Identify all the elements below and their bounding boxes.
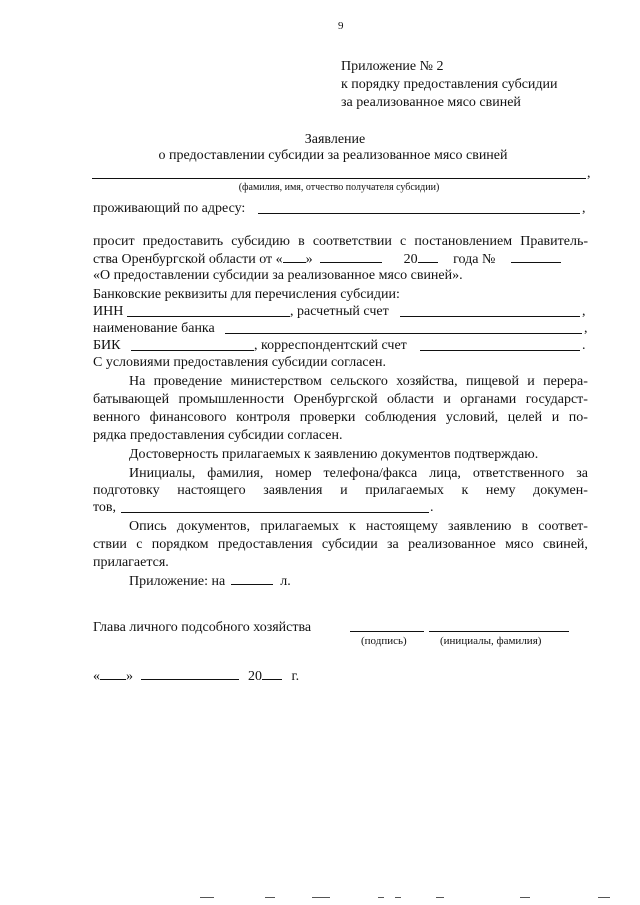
word: соответ-: [538, 519, 588, 534]
word: настоящего: [177, 483, 246, 498]
word: и: [527, 374, 535, 389]
responsible-line-1: [129, 465, 588, 482]
word: и: [443, 392, 451, 407]
request-line-3: «О предоставлении субсидии за реализованное мясо свиней».: [93, 268, 463, 283]
word: перера-: [543, 374, 588, 389]
attachment-unit: л.: [280, 574, 291, 589]
request-line-2: [93, 250, 561, 268]
responsible-person-field: [121, 512, 429, 513]
inventory-line-1: [129, 518, 588, 535]
resolution-date-prefix: ства Оренбургской области от «: [93, 252, 283, 267]
corr-account-period: .: [582, 338, 586, 353]
initials-name-field: [429, 631, 569, 632]
resolution-number-label: года №: [453, 252, 496, 267]
document-subtitle: о предоставлении субсидии за реализованное мясо свиней: [158, 148, 508, 163]
date-year-prefix: 20: [248, 669, 262, 684]
word: государст-: [525, 392, 588, 407]
word: ответственного: [472, 466, 565, 481]
word: венного: [93, 410, 141, 425]
account-comma: ,: [582, 304, 586, 319]
word: по-: [568, 410, 588, 425]
date-day-field: [100, 667, 126, 680]
word: к: [461, 483, 469, 498]
corr-account-field: [420, 350, 580, 351]
word: прилагаемых: [260, 519, 339, 534]
account-label: , расчетный счет: [290, 304, 389, 319]
bank-heading: Банковские реквизиты для перечисления субсидии:: [93, 287, 400, 302]
request-line-1: [93, 233, 588, 250]
word: соблюдения: [364, 410, 437, 425]
word: промышленности: [178, 392, 285, 407]
word: заявления: [263, 483, 323, 498]
word: Правитель-: [520, 234, 588, 249]
word: телефона/факса: [323, 466, 418, 481]
inventory-line-3: прилагается.: [93, 555, 169, 570]
signature-field: [350, 631, 424, 632]
scan-artifacts: [0, 897, 640, 901]
word: с: [136, 537, 143, 552]
word: нему: [485, 483, 516, 498]
scan-mark: [598, 897, 610, 898]
recipient-name-field: [92, 178, 586, 179]
word: области: [387, 392, 434, 407]
word: и: [340, 483, 348, 498]
page-number: 9: [338, 20, 344, 32]
scan-mark: [520, 897, 530, 898]
word: в: [521, 519, 529, 534]
attachment-sheets-field: [231, 572, 273, 585]
consent-line-2: [93, 391, 588, 408]
word: свиней,: [542, 537, 588, 552]
word: докумен-: [533, 483, 588, 498]
word: проведение: [153, 374, 223, 389]
word: и: [551, 410, 560, 425]
responsible-period: .: [430, 500, 434, 515]
scan-mark: [378, 897, 384, 898]
responsible-line-3: тов,: [93, 500, 117, 515]
inn-label: ИНН: [93, 304, 124, 319]
word: соответствии: [312, 234, 392, 249]
word: министерством: [230, 374, 322, 389]
scan-mark: [436, 897, 444, 898]
scan-mark: [395, 897, 401, 898]
word: ствии: [93, 537, 127, 552]
word: условий,: [445, 410, 499, 425]
word: лица,: [429, 466, 461, 481]
word: органами: [460, 392, 517, 407]
responsible-line-2: [93, 482, 588, 499]
word: подготовку: [93, 483, 160, 498]
address-comma: ,: [582, 201, 586, 216]
word: заявлению: [448, 519, 512, 534]
scan-mark: [200, 897, 214, 898]
signature-caption: (подпись): [361, 635, 407, 647]
date-close-quote: »: [126, 669, 133, 684]
bank-name-label: наименование банка: [93, 321, 215, 336]
word: целей: [507, 410, 543, 425]
inventory-line-2: [93, 536, 588, 553]
head-label: Глава личного подсобного хозяйства: [93, 620, 312, 635]
appendix-line-2: к порядку предоставления субсидии: [341, 77, 558, 92]
word: проверки: [299, 410, 356, 425]
word: прилагаемых: [365, 483, 444, 498]
initials-name-caption: (инициалы, фамилия): [440, 635, 542, 647]
word: пищевой: [465, 374, 519, 389]
date-open-quote: «: [93, 669, 100, 684]
word: предоставить: [142, 234, 224, 249]
word: финансового: [149, 410, 227, 425]
resolution-year-field: [418, 250, 438, 263]
word: контроля: [236, 410, 291, 425]
word: батывающей: [93, 392, 170, 407]
date-line: [93, 667, 299, 685]
recipient-caption: (фамилия, имя, отчество получателя субсидии): [238, 182, 440, 193]
inn-field: [127, 316, 290, 317]
agree-terms: С условиями предоставления субсидии согласен.: [93, 355, 387, 370]
attachment-line: [129, 572, 291, 590]
word: за: [387, 537, 399, 552]
scan-mark: [312, 897, 330, 898]
word: мясо: [505, 537, 534, 552]
appendix-line-3: за реализованное мясо свиней: [341, 95, 521, 110]
address-label: проживающий по адресу:: [93, 201, 246, 216]
consent-line-3: [93, 409, 588, 426]
word: Оренбургской: [293, 392, 378, 407]
word: просит: [93, 234, 135, 249]
account-field: [400, 316, 580, 317]
appendix-line-1: Приложение № 2: [341, 59, 444, 74]
word: порядком: [151, 537, 209, 552]
word: Опись: [129, 519, 167, 534]
word: к: [349, 519, 356, 534]
bank-name-field: [225, 333, 582, 334]
date-year-field: [262, 667, 282, 680]
document-title: Заявление: [304, 132, 366, 147]
attachment-label: Приложение: на: [129, 574, 226, 589]
word: субсидию: [231, 234, 290, 249]
word: субсидии: [321, 537, 378, 552]
word: постановлением: [414, 234, 513, 249]
word: сельского: [330, 374, 388, 389]
word: за: [576, 466, 588, 481]
resolution-month-field: [320, 250, 382, 263]
date-month-field: [141, 667, 239, 680]
documents-confirmation: Достоверность прилагаемых к заявлению документов подтверждаю.: [129, 447, 539, 462]
word: фамилия,: [207, 466, 264, 481]
word: хозяйства,: [396, 374, 458, 389]
word: с: [400, 234, 407, 249]
bank-name-comma: ,: [584, 321, 588, 336]
address-field: [258, 213, 580, 214]
consent-line-4: рядка предоставления субсидии согласен.: [93, 428, 343, 443]
word: документов,: [176, 519, 251, 534]
consent-line-1: [129, 373, 588, 390]
scan-mark: [265, 897, 275, 898]
word: На: [129, 374, 146, 389]
word: предоставления: [217, 537, 313, 552]
corr-account-label: , корреспондентский счет: [254, 338, 407, 353]
resolution-number-field: [511, 250, 561, 263]
word: номер: [275, 466, 312, 481]
bik-label: БИК: [93, 338, 121, 353]
word: реализованное: [408, 537, 496, 552]
resolution-day-field: [283, 250, 306, 263]
word: в: [298, 234, 305, 249]
resolution-year-prefix: 20: [403, 252, 418, 267]
word: Инициалы,: [129, 466, 196, 481]
resolution-date-quote: »: [305, 252, 313, 267]
word: настоящему: [365, 519, 438, 534]
date-year-suffix: г.: [291, 669, 300, 684]
bik-field: [131, 350, 254, 351]
recipient-comma: ,: [587, 166, 591, 181]
